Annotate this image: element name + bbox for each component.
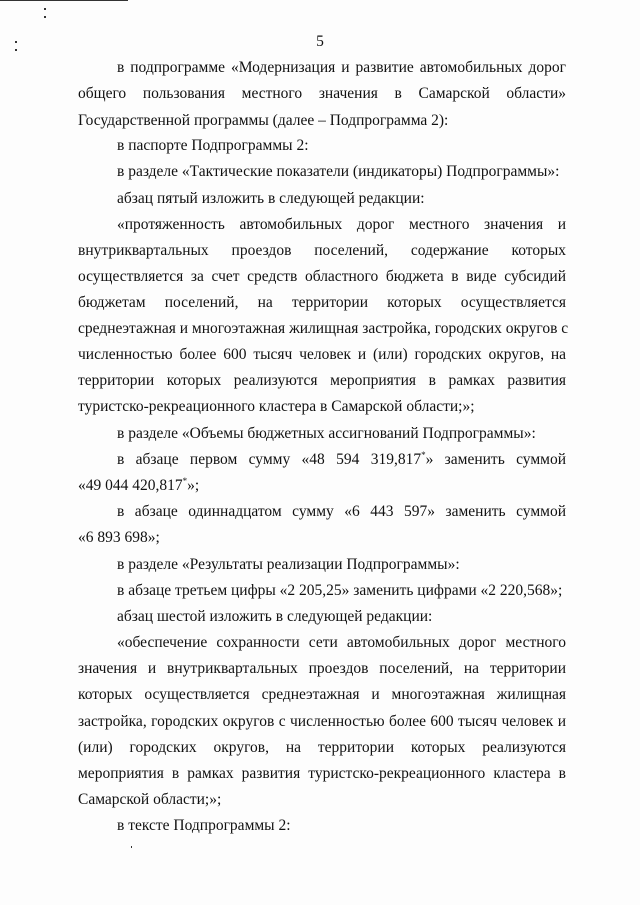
amount-line [117, 452, 566, 468]
quote-line: Самарской области;»; [78, 791, 222, 808]
paragraph-line: общего пользования местного значения в Самарской области» [78, 85, 566, 102]
paragraph-line: абзац пятый изложить в следующей редакции: [117, 190, 425, 207]
amount-text: »; [187, 477, 200, 494]
quote-line: внутриквартальных проездов поселений, содержание которых [78, 242, 566, 259]
footnote-asterisk: * [182, 476, 188, 486]
quote-line: осуществляется за счет средств областного бюджета в виде субсидий [78, 268, 566, 285]
quote-line: среднеэтажная и многоэтажная жилищная застройка, городских округов с [78, 320, 569, 337]
quote-line: (или) городских округов, на территории которых реализуются [78, 739, 566, 756]
paragraph-line: в разделе «Объемы бюджетных ассигнований Подпрограммы»: [117, 425, 536, 442]
page-number: 5 [316, 33, 324, 50]
quote-line: которых осуществляется среднеэтажная и многоэтажная жилищная [78, 686, 566, 703]
quote-line: численностью более 600 тысяч человек и (или) городских округов, на [78, 346, 566, 363]
paragraph-line: в подпрограмме «Модернизация и развитие автомобильных дорог [117, 59, 566, 76]
quote-line: территории которых реализуются мероприятия в рамках развития [78, 372, 566, 389]
paragraph-line: в паспорте Подпрограммы 2: [117, 137, 309, 154]
quote-line: мероприятия в рамках развития туристско-рекреационного кластера в [78, 765, 566, 782]
paragraph-line: в тексте Подпрограммы 2: [117, 817, 291, 834]
paragraph-line: в абзаце третьем цифры «2 205,25» заменить цифрами «2 220,568»; [117, 582, 563, 599]
scan-edge-line [0, 0, 128, 1]
amount-text: » заменить суммой [425, 451, 566, 468]
quote-line: значения и внутриквартальных проездов поселений, на территории [78, 660, 566, 677]
quote-line: бюджетам поселений, на территории которых осуществляется [78, 294, 566, 311]
footnote-asterisk: * [421, 450, 426, 460]
amount-text: «49 044 420,817 [78, 477, 183, 494]
amount-line: «6 893 698»; [78, 529, 160, 546]
paragraph-line: в разделе «Тактические показатели (индикаторы) Подпрограммы»: [117, 163, 560, 180]
quote-line: «протяженность автомобильных дорог местного значения и [117, 216, 566, 233]
paragraph-line: абзац шестой изложить в следующей редакции: [117, 608, 433, 625]
paragraph-line: Государственной программы (далее – Подпрограмма 2): [78, 112, 449, 129]
quote-line: застройка, городских округов с численностью более 600 тысяч человек и [78, 713, 566, 730]
amount-line: в абзаце одиннадцатом сумму «6 443 597» заменить суммой [117, 503, 566, 520]
amount-text: в абзаце первом сумму «48 594 319,817 [117, 451, 422, 468]
quote-line: «обеспечение сохранности сети автомобильных дорог местного [117, 634, 566, 651]
amount-line [78, 478, 566, 494]
paragraph-line: в разделе «Результаты реализации Подпрограммы»: [117, 556, 460, 573]
scan-dot [131, 846, 132, 848]
quote-line: туристско-рекреационного кластера в Самарской области;»; [78, 398, 475, 415]
scan-dot [44, 8, 46, 10]
scan-dot [44, 16, 46, 18]
